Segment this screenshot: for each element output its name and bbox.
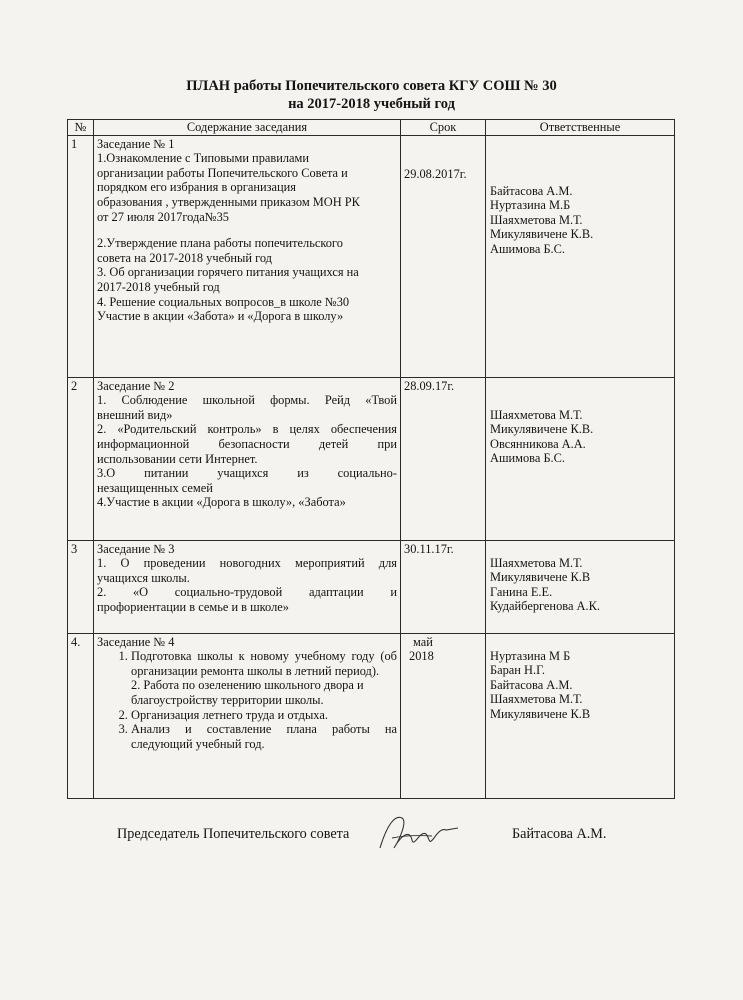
agenda-line: 3. Об организации горячего питания учащихся на — [97, 265, 359, 280]
responsible-person: Шаяхметова М.Т. — [490, 212, 583, 227]
responsible-person: Байтасова А.М. — [490, 183, 573, 198]
responsible-person: Овсянникова А.А. — [490, 436, 586, 451]
responsible-person: Шаяхметова М.Т. — [490, 692, 583, 707]
column-header-date: Срок — [401, 120, 486, 136]
agenda-line: 1.Ознакомление с Типовыми правилами — [97, 151, 310, 166]
responsible-person: Микулявичене К.В. — [490, 227, 594, 242]
agenda-list-item: 1. Подготовка школы к новому учебному году (об организации ремонта школы в летний период). — [131, 649, 397, 678]
agenda-line: Участие в акции «Забота» и «Дорога в школу» — [97, 309, 344, 324]
agenda-line: информационной безопасности детей при — [97, 436, 397, 451]
meeting-date — [401, 135, 486, 377]
agenda-list — [97, 649, 397, 678]
agenda-sub-item: 2. Работа по озеленению школьного двора и благоустройству территории школы. — [131, 678, 364, 707]
column-header-content: Содержание заседания — [94, 120, 401, 136]
column-header-number: № — [68, 120, 94, 136]
table-row — [68, 540, 675, 633]
meeting-content — [94, 633, 401, 798]
responsible-person: Ганина Е.Е. — [490, 584, 553, 599]
agenda-line: внешний вид» — [97, 407, 173, 422]
responsible-person: Ашимова Б.С. — [490, 241, 566, 256]
agenda-line: 4.Участие в акции «Дорога в школу», «Забота» — [97, 495, 346, 510]
responsible-person: Микулявичене К.В. — [490, 422, 594, 437]
agenda-line: порядком его избрания в организация — [97, 180, 296, 195]
responsible-person: Шаяхметова М.Т. — [490, 407, 583, 422]
date-year: 2018 — [409, 649, 434, 664]
agenda-line: от 27 июля 2017года№35 — [97, 209, 230, 224]
agenda-line: 4. Решение социальных вопросов_в школе №30 — [97, 294, 350, 309]
handwritten-signature — [372, 808, 462, 858]
responsible-person: Микулявичене К.В — [490, 706, 591, 721]
responsible-person: Кудайбергенова А.К. — [490, 599, 600, 614]
meeting-title: Заседание № 2 — [97, 378, 175, 393]
date-value: 30.11.17г. — [404, 541, 454, 556]
date-month: май — [413, 634, 433, 649]
responsible-person: Ашимова Б.С. — [490, 451, 566, 466]
meeting-content — [94, 135, 401, 377]
meeting-title: Заседание № 3 — [97, 541, 175, 556]
responsible-person: Баран Н.Г. — [490, 663, 545, 678]
table-header-row — [68, 120, 675, 136]
responsible-list — [486, 540, 675, 633]
document-title: ПЛАН работы Попечительского совета КГУ СОШ № 30 — [186, 78, 557, 94]
responsible-person: Шаяхметова М.Т. — [490, 555, 583, 570]
responsible-person: Нуртазина М Б — [490, 648, 571, 663]
meeting-content — [94, 377, 401, 540]
agenda-line: использовании сети Интернет. — [97, 451, 258, 466]
agenda-line: 2. «Родительский контроль» в целях обеспечения — [97, 422, 397, 437]
meeting-date — [401, 633, 486, 798]
document-subtitle: на 2017-2018 учебный год — [288, 96, 455, 112]
agenda-line: учащихся школы. — [97, 570, 190, 585]
agenda-line: 2017-2018 учебный год — [97, 279, 220, 294]
responsible-list — [486, 633, 675, 798]
plan-table — [67, 119, 675, 799]
agenda-line: организации работы Попечительского Совета и — [97, 165, 348, 180]
date-value: 28.09.17г. — [404, 378, 455, 393]
meeting-date — [401, 540, 486, 633]
row-number: 2 — [68, 377, 94, 540]
column-header-responsible: Ответственные — [486, 120, 675, 136]
responsible-list — [486, 135, 675, 377]
agenda-line: 2.Утверждение плана работы попечительского — [97, 236, 343, 251]
responsible-person: Байтасова А.М. — [490, 677, 573, 692]
agenda-line: профориентации в семье и в школе» — [97, 599, 289, 614]
responsible-person: Микулявичене К.В — [490, 570, 591, 585]
table-row — [68, 377, 675, 540]
agenda-line: 1. О проведении новогодних мероприятий для — [97, 556, 397, 571]
agenda-line: образования , утвержденными приказом МОН РК — [97, 194, 360, 209]
agenda-list-item: 3. Анализ и составление плана работы на следующий учебный год. — [131, 722, 397, 751]
date-value: 29.08.2017г. — [404, 166, 467, 181]
meeting-title: Заседание № 4 — [97, 634, 175, 649]
responsible-person: Нуртазина М.Б — [490, 198, 571, 213]
agenda-line: 3.О питании учащихся из социально- — [97, 466, 397, 481]
row-number: 1 — [68, 135, 94, 377]
meeting-content — [94, 540, 401, 633]
agenda-line: незащищенных семей — [97, 480, 213, 495]
signature-label: Председатель Попечительского совета — [117, 826, 350, 842]
meeting-title: Заседание № 1 — [97, 136, 175, 151]
agenda-line: 2. «О социально-трудовой адаптации и — [97, 585, 397, 600]
agenda-list — [97, 708, 397, 752]
responsible-list — [486, 377, 675, 540]
meeting-date — [401, 377, 486, 540]
row-number: 4. — [68, 633, 94, 798]
table-row — [68, 633, 675, 798]
agenda-list-item: 2. Организация летнего труда и отдыха. — [131, 708, 397, 723]
table-row — [68, 135, 675, 377]
agenda-line: совета на 2017-2018 учебный год — [97, 250, 272, 265]
row-number: 3 — [68, 540, 94, 633]
agenda-spacer — [97, 224, 397, 236]
agenda-line: 1. Соблюдение школьной формы. Рейд «Твой — [97, 393, 397, 408]
signature-name: Байтасова А.М. — [512, 826, 607, 842]
